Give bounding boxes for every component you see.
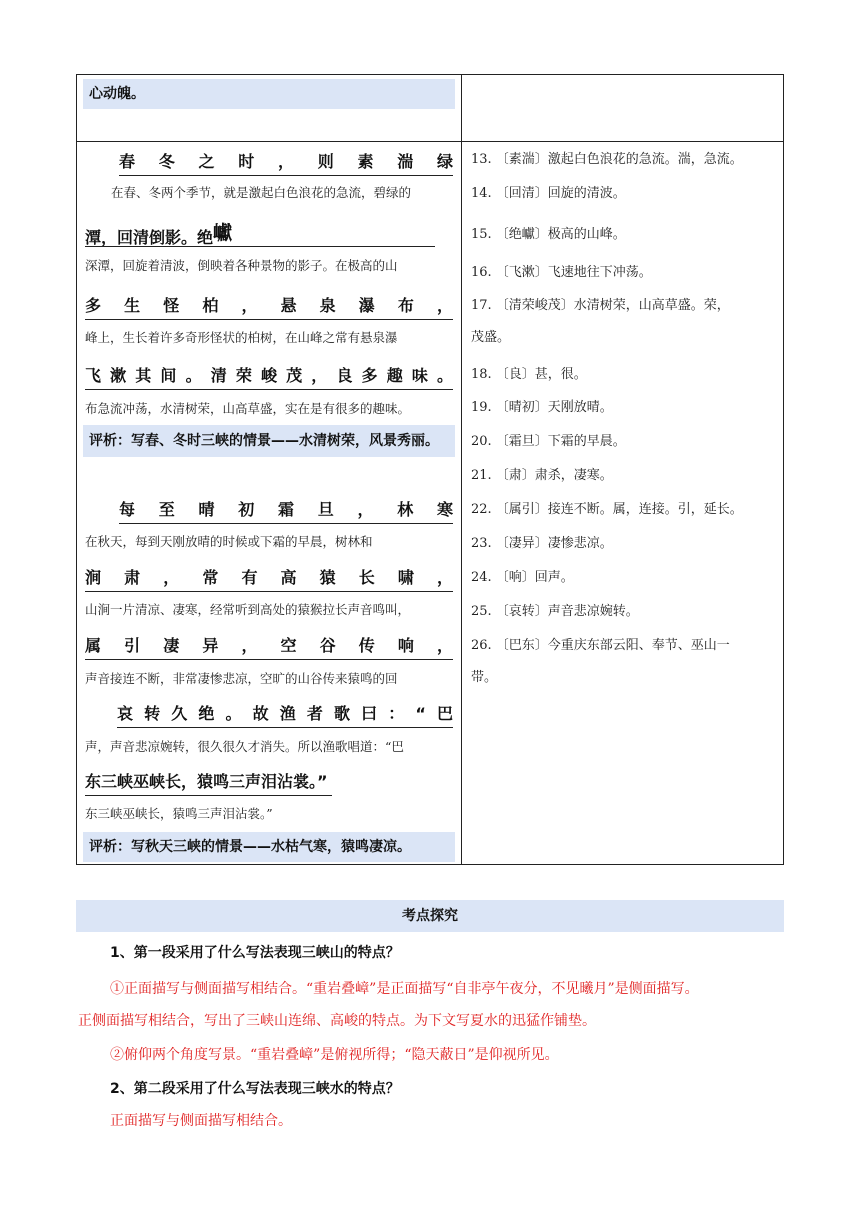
original-text: 潭，回清倒影。绝 [85,228,214,247]
column-divider [461,75,462,864]
row-divider [77,141,783,142]
answer-line: 正面描写与侧面描写相结合。 [110,1113,292,1129]
translation-line: 山涧一片清凉、凄寒，经常听到高处的猿猴拉长声音鸣叫， [85,602,411,617]
original-line: 属引凄异，空谷传响， [85,633,453,660]
original-line: 飞漱其间。清荣峻茂，良多趣味。 [85,363,453,390]
rare-character: 巘 [213,222,233,244]
original-line: 涧肃，常有高猿长啸， [85,565,453,592]
note-item: 14. 〔回清〕回旋的清波。 [471,186,626,201]
question-1: 1、第一段采用了什么写法表现三峡山的特点？ [110,945,400,961]
note-item: 20. 〔霜旦〕下霜的早晨。 [471,434,626,449]
note-item: 21. 〔肃〕肃杀，凄寒。 [471,468,613,483]
original-line: 春冬之时，则素湍绿 [119,149,453,176]
highlight-text-continued: 心动魄。 [83,79,455,109]
question-2: 2、第二段采用了什么写法表现三峡水的特点？ [110,1081,400,1097]
note-item: 26. 〔巴东〕今重庆东部云阳、奉节、巫山一 [471,638,730,653]
translation-line: 布急流冲荡，水清树荣，山高草盛，实在是有很多的趣味。 [85,401,411,416]
note-item: 25. 〔哀转〕声音悲凉婉转。 [471,604,639,619]
note-item: 24. 〔响〕回声。 [471,570,574,585]
comment-box: 评析：写春、冬时三峡的情景——水清树荣，风景秀丽。 [83,425,455,457]
note-item: 带。 [471,670,498,685]
original-line: 每至晴初霜旦，林寒 [119,497,453,524]
note-item: 茂盛。 [471,330,511,345]
answer-line: ①正面描写与侧面描写相结合。“重岩叠嶂”是正面描写“自非亭午夜分，不见曦月”是侧面描写。 [110,981,699,997]
note-item: 22. 〔属引〕接连不断。属，连接。引，延长。 [471,502,743,517]
translation-line: 声，声音悲凉婉转，很久很久才消失。所以渔歌唱道：“巴 [85,739,404,754]
original-line: 多生怪柏，悬泉瀑布， [85,293,453,320]
translation-line: 东三峡巫峡长，猿鸣三声泪沾裳。” [85,806,273,821]
translation-line: 深潭，回旋着清波，倒映着各种景物的影子。在极高的山 [85,258,398,273]
section-title: 考点探究 [76,900,784,932]
original-line: 东三峡巫峡长，猿鸣三声泪沾裳。” [85,769,332,796]
original-line [85,220,435,247]
note-item: 16. 〔飞漱〕飞速地往下冲荡。 [471,265,652,280]
answer-line: ②俯仰两个角度写景。“重岩叠嶂”是俯视所得；“隐天蔽日”是仰视所见。 [110,1047,559,1063]
comment-box: 评析：写秋天三峡的情景——水枯气寒，猿鸣凄凉。 [83,832,455,862]
translation-line: 峰上，生长着许多奇形怪状的柏树，在山峰之常有悬泉瀑 [85,330,398,345]
note-item: 23. 〔凄异〕凄惨悲凉。 [471,536,613,551]
note-item: 17. 〔清荣峻茂〕水清树荣，山高草盛。荣， [471,298,730,313]
translation-line: 在春、冬两个季节，就是激起白色浪花的急流，碧绿的 [111,185,412,200]
note-item: 15. 〔绝巘〕极高的山峰。 [471,227,626,242]
original-line: 哀转久绝。故渔者歌曰：“巴 [117,701,453,728]
translation-line: 在秋天，每到天刚放晴的时候或下霜的早晨，树林和 [85,534,373,549]
translation-line: 声音接连不断，非常凄惨悲凉，空旷的山谷传来猿鸣的回 [85,671,398,686]
note-item: 18. 〔良〕甚，很。 [471,367,587,382]
note-item: 13. 〔素湍〕激起白色浪花的急流。湍，急流。 [471,152,743,167]
note-item: 19. 〔晴初〕天刚放晴。 [471,400,613,415]
annotation-table [76,74,784,865]
answer-line: 正侧面描写相结合，写出了三峡山连绵、高峻的特点。为下文写夏水的迅猛作铺垫。 [78,1013,596,1029]
